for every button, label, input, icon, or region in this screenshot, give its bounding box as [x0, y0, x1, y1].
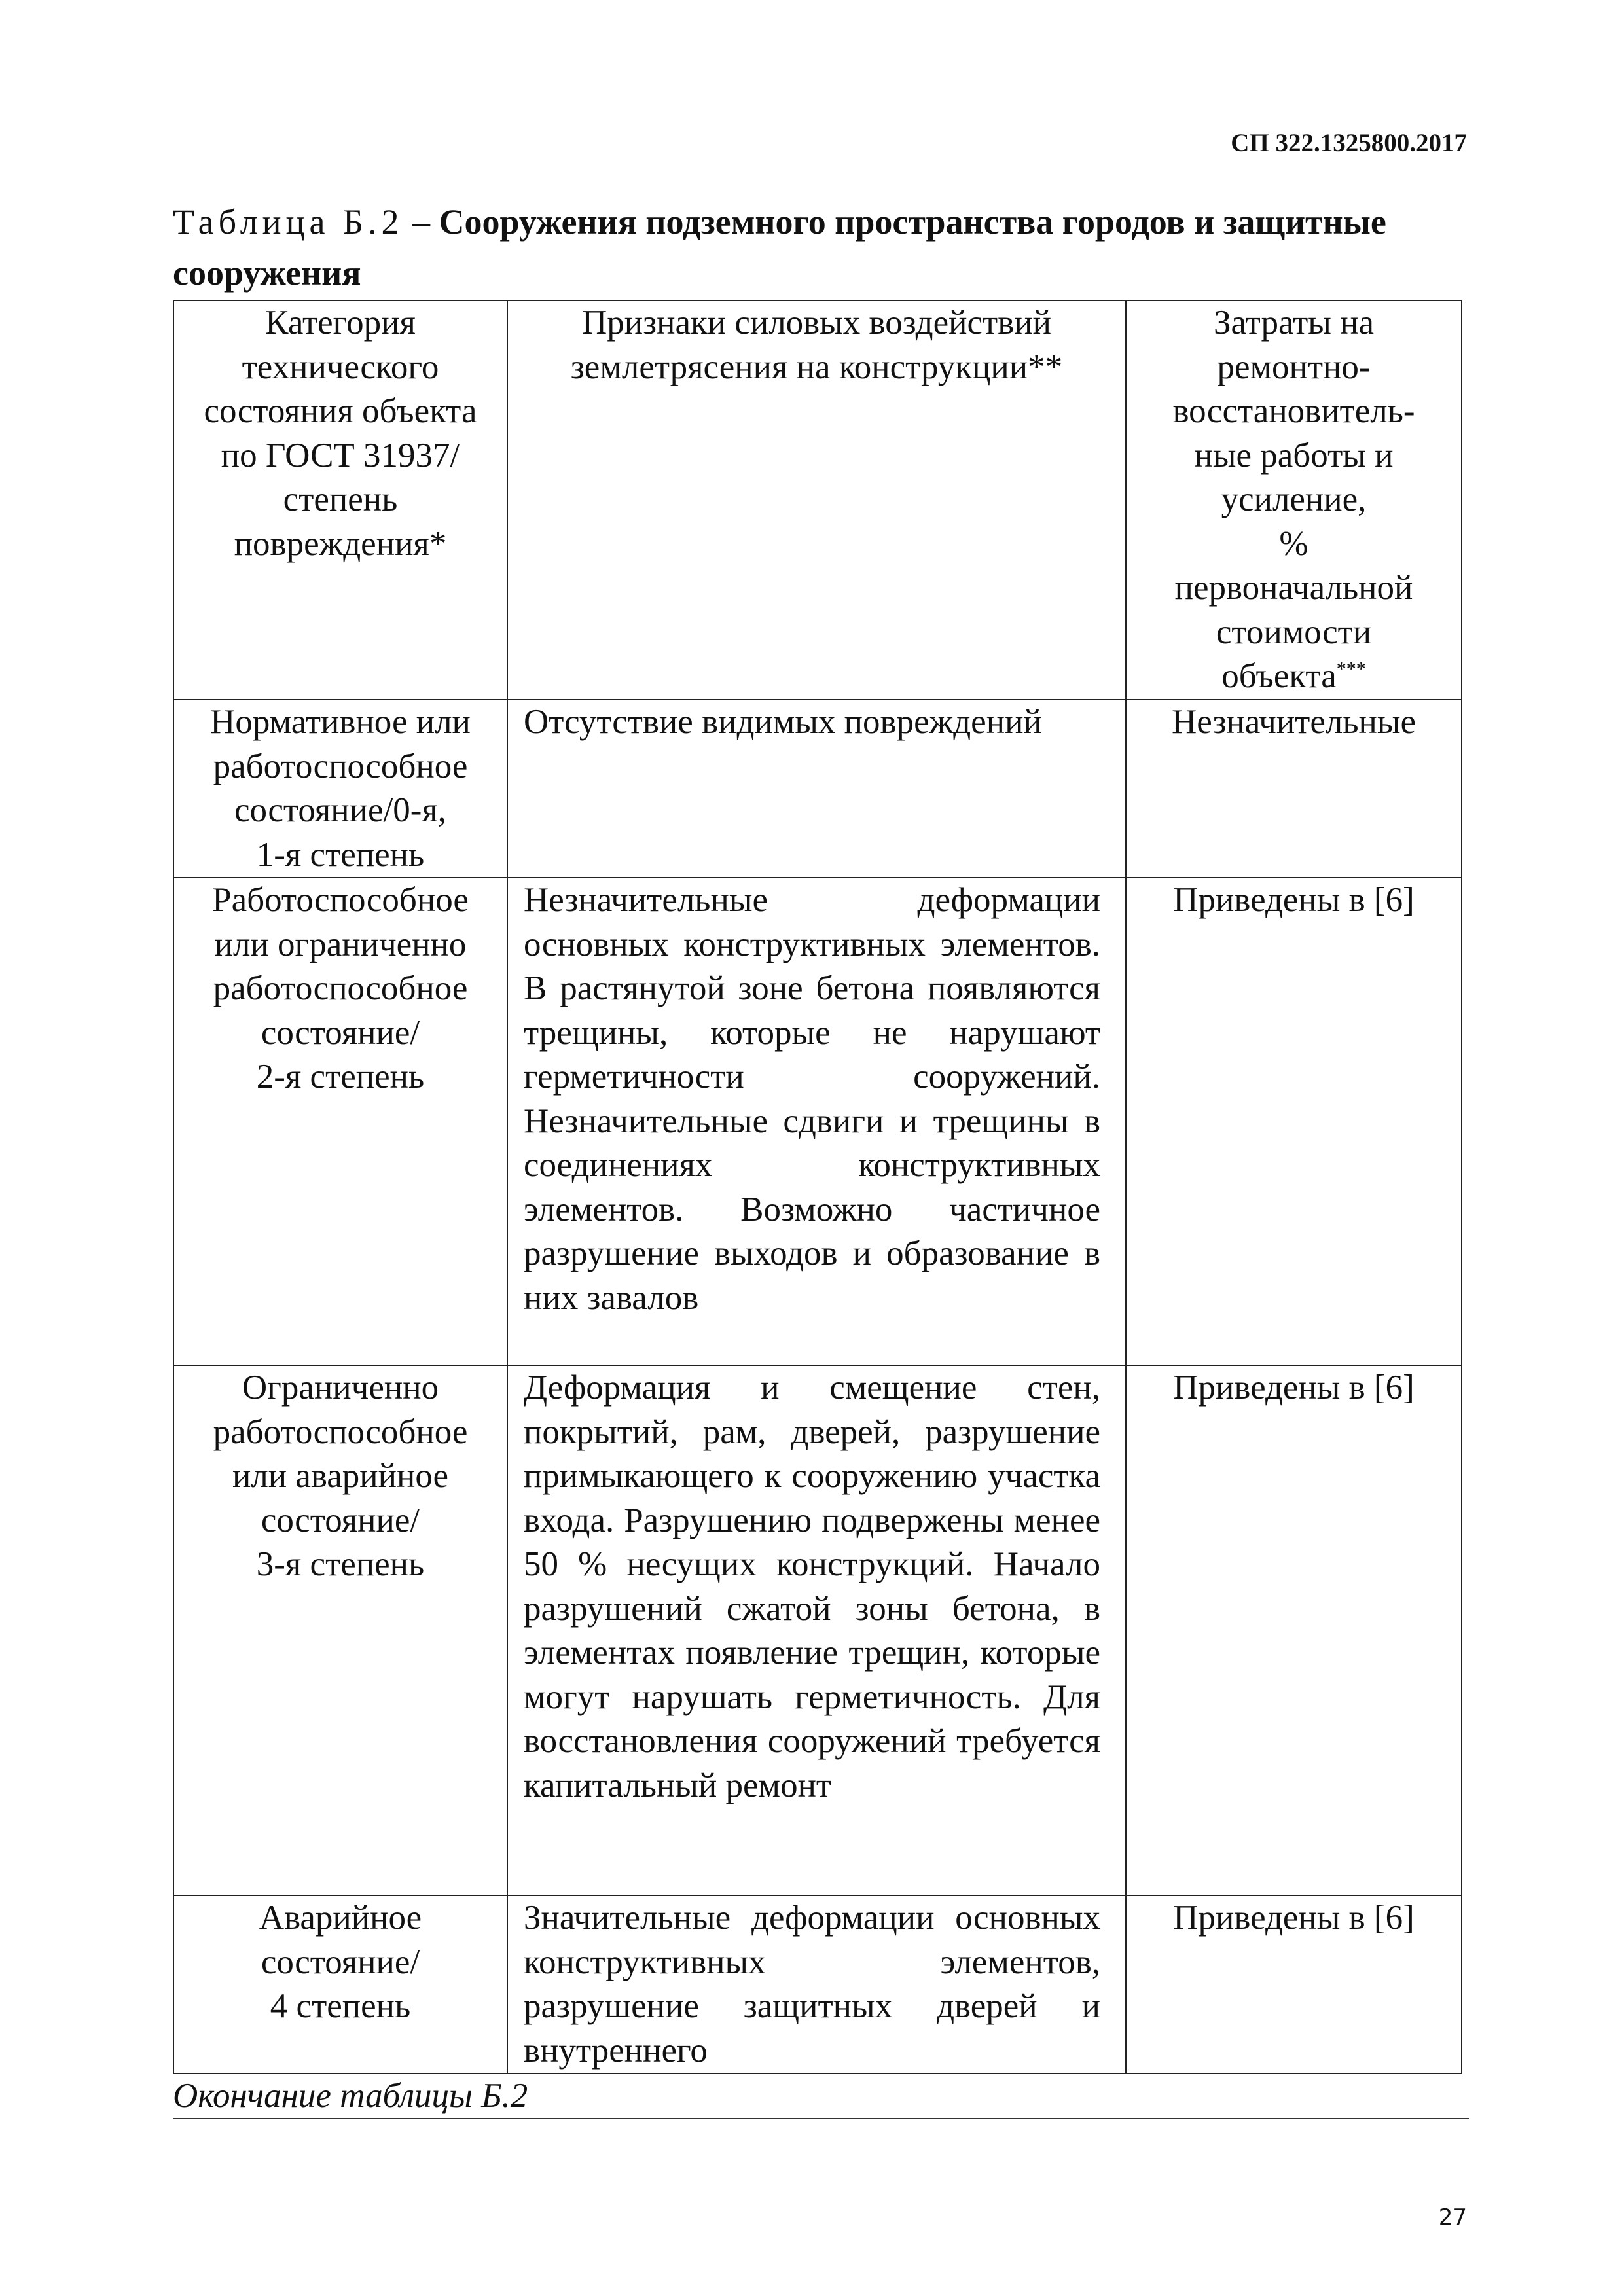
cell-category: Аварийное состояние/ 4 степень — [173, 1895, 507, 2073]
cell-signs: Незначительные деформации основных конструктивных элементов. В растянутой зоне бетона появляются трещины, которые не нарушают герметичности сооружений. Незначительные сдвиги и трещины в соединениях конструктивных элементов. Возможно частичное разрушение выходов и образование в них завалов — [507, 878, 1126, 1365]
cell-signs: Отсутствие видимых повреждений — [507, 700, 1126, 878]
table-caption-title: Сооружения подземного пространства городов и защитные сооружения — [173, 202, 1386, 293]
page-number: 27 — [1438, 2204, 1467, 2231]
table-header-row — [173, 300, 1462, 700]
cell-signs: Деформация и смещение стен, покрытий, рам, дверей, разрушение примыкающего к сооружению участка входа. Разрушению подвержены менее 50 % несущих конструкций. Начало разрушений сжатой зоны бетона, в элементах появление трещин, которые могут нарушать герметичность. Для восстановления сооружений требуется капитальный ремонт — [507, 1365, 1126, 1895]
cell-category: Нормативное или работоспособное состояние/0-я, 1-я степень — [173, 700, 507, 878]
table-row — [173, 1895, 1462, 2073]
header-category: Категория технического состояния объекта по ГОСТ 31937/ степень повреждения* — [173, 300, 507, 700]
cell-category: Работоспособное или ограниченно работоспособное состояние/ 2-я степень — [173, 878, 507, 1365]
cell-cost: Незначительные — [1126, 700, 1462, 878]
document-code: СП 322.1325800.2017 — [1231, 129, 1467, 157]
table-caption-dash: – — [403, 202, 439, 242]
cell-category: Ограниченно работоспособное или аварийное состояние/ 3-я степень — [173, 1365, 507, 1895]
header-cost-text: Затраты на ремонтно- восстановитель- ные работы и усиление, % первоначальной стоимости объекта — [1172, 304, 1415, 695]
cell-cost: Приведены в [6] — [1126, 878, 1462, 1365]
header-cost-footnote: *** — [1336, 658, 1366, 680]
table-row — [173, 878, 1462, 1365]
cell-signs: Значительные деформации основных конструктивных элементов, разрушение защитных дверей и внутреннего — [507, 1895, 1126, 2073]
table-row — [173, 1365, 1462, 1895]
table-caption — [173, 196, 1469, 298]
table-row — [173, 700, 1462, 878]
damage-table — [173, 300, 1462, 2074]
table-caption-label: Таблица Б.2 — [173, 202, 404, 242]
header-cost — [1126, 300, 1462, 700]
cell-cost: Приведены в [6] — [1126, 1895, 1462, 2073]
table-continuation-note: Окончание таблицы Б.2 — [173, 2076, 1469, 2119]
cell-cost: Приведены в [6] — [1126, 1365, 1462, 1895]
header-signs: Признаки силовых воздействий землетрясения на конструкции** — [507, 300, 1126, 700]
